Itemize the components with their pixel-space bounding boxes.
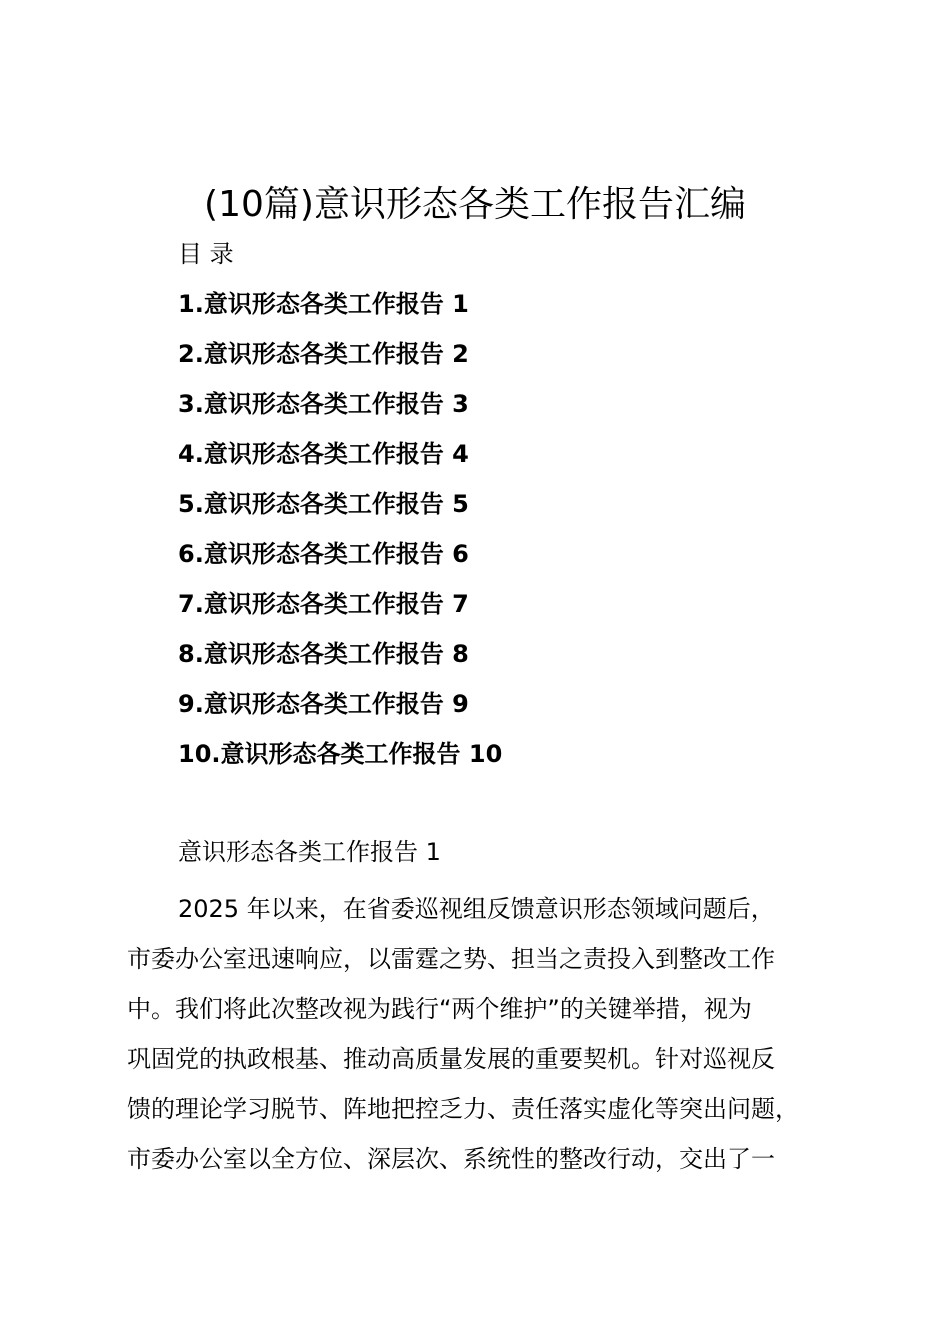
paragraph-line: 中。我们将此次整改视为践行“两个维护”的关键举措，视为 [127, 995, 752, 1023]
toc-item-4[interactable]: 4.意识形态各类工作报告 4 [178, 440, 469, 468]
toc-item-10[interactable]: 10.意识形态各类工作报告 10 [178, 740, 503, 768]
paragraph-line: 馈的理论学习脱节、阵地把控乏力、责任落实虚化等突出问题， [127, 1095, 799, 1123]
toc-item-3[interactable]: 3.意识形态各类工作报告 3 [178, 390, 469, 418]
toc-item-2[interactable]: 2.意识形态各类工作报告 2 [178, 340, 469, 368]
section-title: 意识形态各类工作报告 1 [178, 838, 441, 866]
toc-item-6[interactable]: 6.意识形态各类工作报告 6 [178, 540, 469, 568]
table-of-contents [178, 286, 502, 786]
toc-item-8[interactable]: 8.意识形态各类工作报告 8 [178, 640, 469, 668]
toc-item-7[interactable]: 7.意识形态各类工作报告 7 [178, 590, 469, 618]
paragraph-line: 市委办公室以全方位、深层次、系统性的整改行动，交出了一 [127, 1145, 775, 1173]
toc-item-5[interactable]: 5.意识形态各类工作报告 5 [178, 490, 469, 518]
document-title: (10篇)意识形态各类工作报告汇编 [204, 184, 746, 225]
toc-heading: 目 录 [178, 240, 234, 268]
body-paragraph [127, 884, 857, 1184]
toc-item-9[interactable]: 9.意识形态各类工作报告 9 [178, 690, 469, 718]
paragraph-line: 巩固党的执政根基、推动高质量发展的重要契机。针对巡视反 [127, 1045, 775, 1073]
paragraph-line: 2025 年以来，在省委巡视组反馈意识形态领域问题后， [178, 895, 775, 923]
paragraph-line: 市委办公室迅速响应，以雷霆之势、担当之责投入到整改工作 [127, 945, 775, 973]
toc-item-1[interactable]: 1.意识形态各类工作报告 1 [178, 290, 469, 318]
